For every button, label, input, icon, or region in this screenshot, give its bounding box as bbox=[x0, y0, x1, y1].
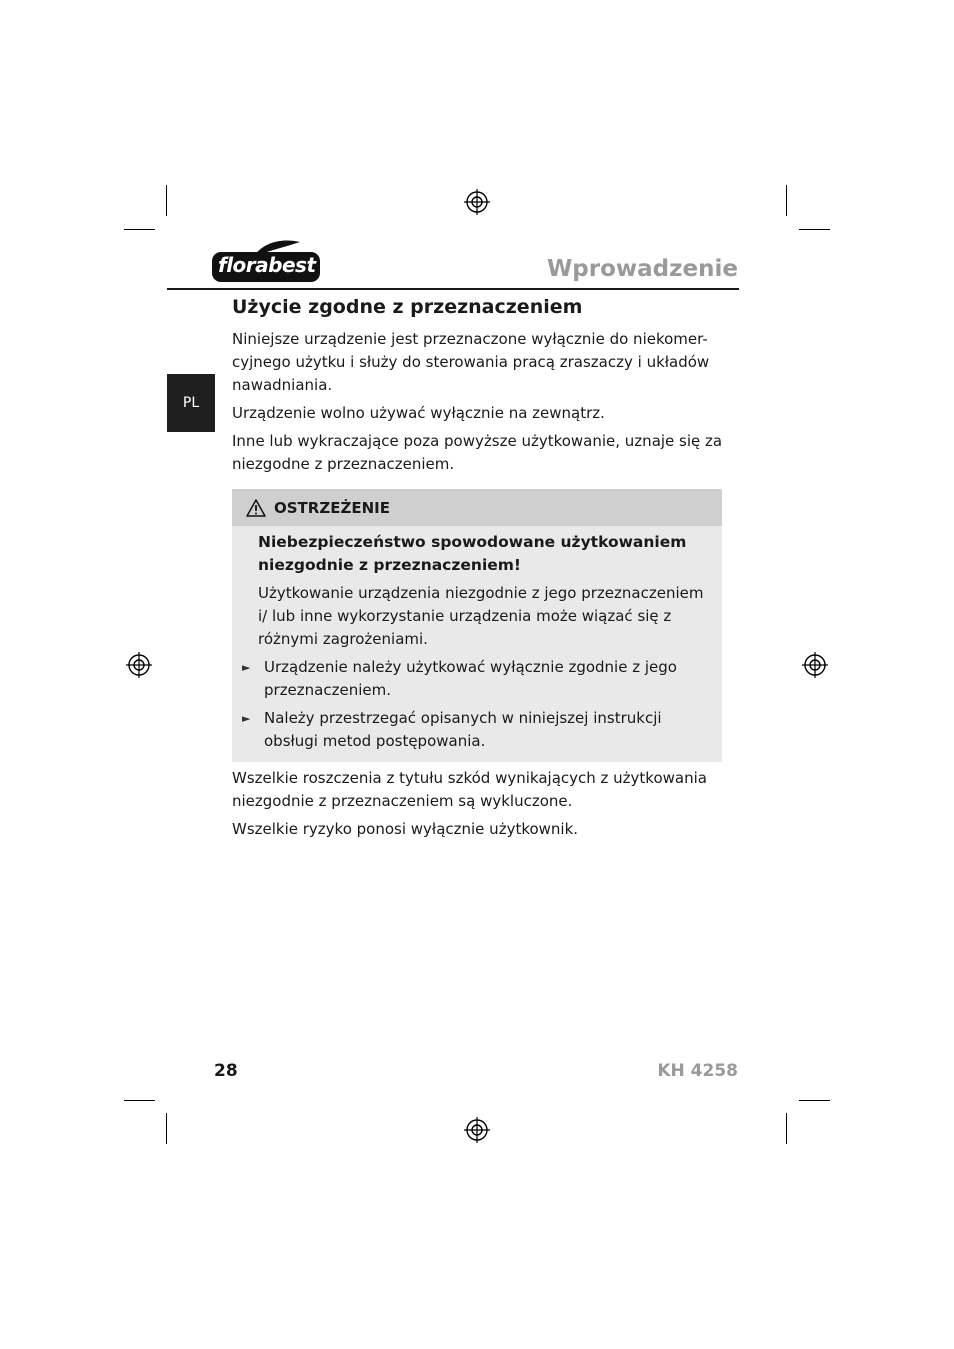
registration-mark-icon bbox=[126, 652, 152, 678]
bullet-text: Należy przestrzegać opisanych w niniejszej instrukcji obsługi metod postępowania. bbox=[264, 709, 662, 750]
paragraph: Niniejsze urządzenie jest przeznaczone wyłącznie do niekomer-cyjnego użytku i służy do sterowania pracą zraszaczy i układów nawadniania. bbox=[232, 330, 710, 394]
closing-section bbox=[232, 767, 727, 841]
paragraph: Urządzenie wolno używać wyłącznie na zewnątrz. bbox=[232, 404, 605, 422]
warning-body bbox=[232, 526, 722, 762]
list-item bbox=[242, 656, 714, 702]
warning-label: OSTRZEŻENIE bbox=[274, 498, 390, 517]
warning-title: Niebezpieczeństwo spowodowane użytkowaniem niezgodnie z przeznaczeniem! bbox=[258, 533, 687, 574]
warning-triangle-icon bbox=[246, 499, 266, 517]
warning-text: Użytkowanie urządzenia niezgodnie z jego przeznaczeniem i/ lub inne wykorzystanie urządzenia może wiązać się z różnymi zagrożeniami. bbox=[258, 584, 704, 648]
registration-mark-icon bbox=[802, 652, 828, 678]
warning-header bbox=[232, 489, 722, 526]
title-divider bbox=[167, 288, 739, 290]
language-tab: PL bbox=[167, 374, 215, 432]
paragraph: Wszelkie ryzyko ponosi wyłącznie użytkownik. bbox=[232, 820, 579, 838]
crop-mark bbox=[799, 229, 830, 230]
brand-logo bbox=[212, 238, 324, 284]
arrow-bullet-icon: ► bbox=[242, 661, 251, 674]
paragraph: Inne lub wykraczające poza powyższe użytkowanie, uznaje się za niezgodne z przeznaczeniem. bbox=[232, 432, 723, 473]
crop-mark bbox=[124, 229, 155, 230]
page-number: 28 bbox=[214, 1061, 238, 1081]
page-heading: Użycie zgodne z przeznaczeniem bbox=[232, 296, 583, 318]
list-item bbox=[242, 707, 714, 753]
registration-mark-icon bbox=[464, 189, 490, 215]
section-title: Wprowadzenie bbox=[546, 256, 738, 282]
arrow-bullet-icon: ► bbox=[242, 712, 251, 725]
crop-mark bbox=[166, 1113, 167, 1144]
crop-mark bbox=[786, 185, 787, 216]
model-number: KH 4258 bbox=[657, 1061, 738, 1081]
main-content bbox=[232, 296, 727, 846]
bullet-text: Urządzenie należy użytkować wyłącznie zgodnie z jego przeznaczeniem. bbox=[264, 658, 677, 699]
crop-mark bbox=[124, 1100, 155, 1101]
brand-name: florabest bbox=[218, 253, 316, 277]
warning-box bbox=[232, 489, 722, 762]
crop-mark bbox=[799, 1100, 830, 1101]
crop-mark bbox=[166, 185, 167, 216]
paragraph: Wszelkie roszczenia z tytułu szkód wynikających z użytkowania niezgodnie z przeznaczeniem są wykluczone. bbox=[232, 769, 707, 810]
crop-mark bbox=[786, 1113, 787, 1144]
registration-mark-icon bbox=[464, 1117, 490, 1143]
